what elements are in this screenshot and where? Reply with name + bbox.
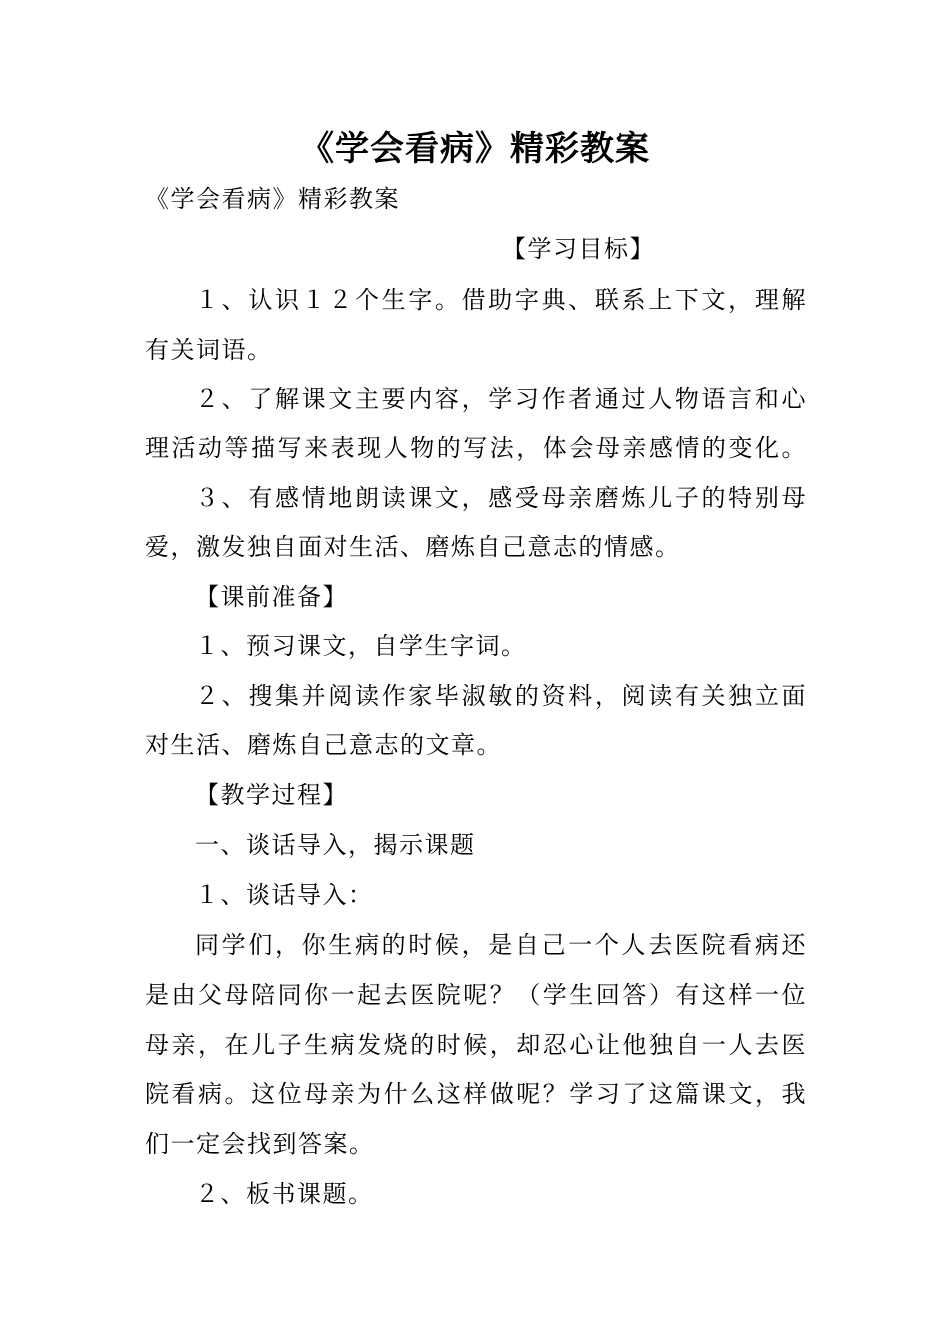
process-step-1-2: ２、板书课题。 [195, 1180, 374, 1208]
prep-item-2-line-1: ２、搜集并阅读作家毕淑敏的资料，阅读有关独立面 [195, 682, 807, 710]
prep-item-2-line-2: 对生活、磨炼自己意志的文章。 [145, 731, 502, 759]
goal-1-line-1: １、认识１２个生字。借助字典、联系上下文，理解 [195, 286, 807, 314]
paragraph-line-4: 院看病。这位母亲为什么这样做呢？学习了这篇课文，我 [145, 1080, 807, 1108]
section-heading-prep: 【课前准备】 [195, 583, 348, 611]
paragraph-line-3: 母亲，在儿子生病发烧的时候，却忍心让他独自一人去医 [145, 1031, 807, 1059]
paragraph-line-1: 同学们，你生病的时候，是自己一个人去医院看病还 [195, 931, 807, 959]
section-heading-goals: 【学习目标】 [502, 235, 655, 263]
prep-item-1: １、预习课文，自学生字词。 [195, 632, 527, 660]
goal-3-line-1: ３、有感情地朗读课文，感受母亲磨炼儿子的特别母 [195, 484, 807, 512]
document-subtitle: 《学会看病》精彩教案 [145, 185, 400, 213]
goal-2-line-2: 理活动等描写来表现人物的写法，体会母亲感情的变化。 [145, 434, 807, 462]
process-step-1-1: １、谈话导入： [195, 881, 374, 909]
section-heading-process: 【教学过程】 [195, 781, 348, 809]
process-step-1: 一、谈话导入，揭示课题 [195, 831, 476, 859]
document-title: 《学会看病》精彩教案 [300, 129, 650, 169]
goal-3-line-2: 爱，激发独自面对生活、磨炼自己意志的情感。 [145, 533, 681, 561]
paragraph-line-5: 们一定会找到答案。 [145, 1130, 375, 1158]
paragraph-line-2: 是由父母陪同你一起去医院呢？（学生回答）有这样一位 [145, 981, 807, 1009]
goal-1-line-2: 有关词语。 [145, 336, 273, 364]
goal-2-line-1: ２、了解课文主要内容，学习作者通过人物语言和心 [195, 385, 807, 413]
